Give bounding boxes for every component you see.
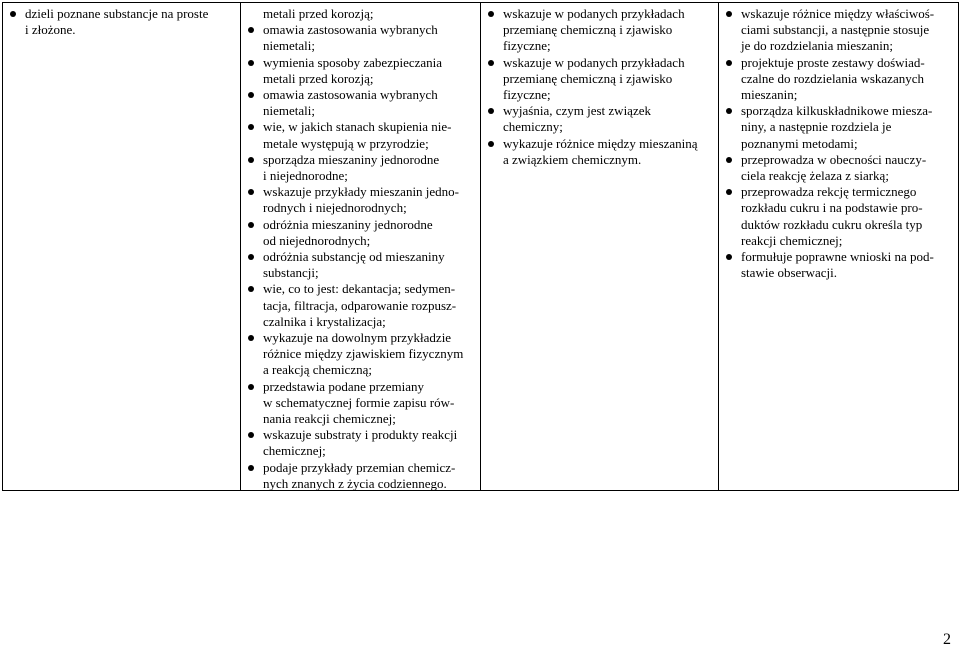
text-line: omawia zastosowania wybranych xyxy=(263,87,438,103)
list-item xyxy=(245,87,478,119)
text-line: wykazuje różnice między mieszaniną xyxy=(503,135,698,151)
text-line: odróżnia mieszaniny jednorodne xyxy=(263,216,433,232)
text-line: chemicznej; xyxy=(263,443,326,459)
list-item xyxy=(485,103,716,135)
text-line: podaje przykłady przemian chemicz- xyxy=(263,459,456,475)
list-item xyxy=(485,136,716,168)
list-item xyxy=(245,427,478,459)
text-line: rozkładu cukru i na podstawie pro- xyxy=(741,200,923,216)
text-line: substancji; xyxy=(263,265,319,281)
text-line: wymienia sposoby zabezpieczania xyxy=(263,54,443,70)
text-line: różnice między zjawiskiem fizycznym xyxy=(263,346,464,362)
text-line: przedstawia podane przemiany xyxy=(263,378,424,394)
list-item xyxy=(723,249,956,281)
text-line: rodnych i niejednorodnych; xyxy=(263,200,407,216)
text-line: metali przed korozją; xyxy=(263,70,374,86)
text-line: przemianę chemiczną i zjawisko xyxy=(503,70,673,86)
text-line: chemiczny; xyxy=(503,119,563,135)
text-line: metali przed korozją; xyxy=(263,6,374,21)
list-item xyxy=(485,6,716,55)
list-item xyxy=(245,152,478,184)
list-item xyxy=(245,281,478,330)
text-line: ciami substancji, a następnie stosuje xyxy=(741,22,930,38)
list-item xyxy=(245,184,478,216)
bullet-list xyxy=(245,22,478,491)
text-line: niny, a następnie rozdziela je xyxy=(741,119,892,135)
list-item xyxy=(723,6,956,55)
column-1 xyxy=(3,3,241,491)
text-line: wykazuje na dowolnym przykładzie xyxy=(263,330,452,346)
list-item xyxy=(245,330,478,379)
list-item xyxy=(723,184,956,249)
text-line: duktów rozkładu cukru określa typ xyxy=(741,216,923,232)
text-line: niemetali; xyxy=(263,103,315,119)
text-line: je do rozdzielania mieszanin; xyxy=(741,38,893,54)
column-2 xyxy=(241,3,481,491)
text-line: stawie obserwacji. xyxy=(741,265,838,281)
list-item xyxy=(7,6,238,38)
list-item xyxy=(245,249,478,281)
text-line: odróżnia substancję od mieszaniny xyxy=(263,249,445,265)
text-line: niemetali; xyxy=(263,38,315,54)
column-3 xyxy=(481,3,719,491)
text-line: fizyczne; xyxy=(503,87,551,103)
page-number: 2 xyxy=(943,631,951,648)
bullet-list xyxy=(7,6,238,38)
text-line: ciela reakcję żelaza z siarką; xyxy=(741,168,889,184)
text-line: przemianę chemiczną i zjawisko xyxy=(503,22,673,38)
text-line: wskazuje różnice między właściwoś- xyxy=(741,6,935,21)
text-line: tacja, filtracja, odparowanie rozpusz- xyxy=(263,297,457,313)
text-line: przeprowadza rekcję termicznego xyxy=(741,184,917,200)
text-line: wie, co to jest: dekantacja; sedymen- xyxy=(263,281,456,297)
text-line: czalne do rozdzielania wskazanych xyxy=(741,70,924,86)
text-line: wie, w jakich stanach skupienia nie- xyxy=(263,119,452,135)
list-item xyxy=(723,103,956,152)
list-item xyxy=(245,460,478,491)
text-line: mieszanin; xyxy=(741,87,798,103)
text-line: sporządza mieszaniny jednorodne xyxy=(263,151,440,167)
text-line: czalnika i krystalizacja; xyxy=(263,313,386,329)
text-line: i złożone. xyxy=(25,22,76,38)
text-line: formułuje poprawne wnioski na pod- xyxy=(741,249,934,265)
text-line: od niejednorodnych; xyxy=(263,232,371,248)
text-line: projektuje proste zestawy doświad- xyxy=(741,54,925,70)
text-line: dzieli poznane substancje na proste xyxy=(25,6,209,21)
text-line: wskazuje substraty i produkty reakcji xyxy=(263,427,458,443)
text-line: nania reakcji chemicznej; xyxy=(263,411,396,427)
text-line: a związkiem chemicznym. xyxy=(503,151,642,167)
list-item xyxy=(723,152,956,184)
list-item xyxy=(245,379,478,428)
list-item xyxy=(723,55,956,104)
text-line: i niejednorodne; xyxy=(263,168,348,184)
text-line: metale występują w przyrodzie; xyxy=(263,135,429,151)
list-item xyxy=(245,55,478,87)
column-4 xyxy=(719,3,959,491)
bullet-list xyxy=(485,6,716,168)
list-item xyxy=(245,217,478,249)
text-line: poznanymi metodami; xyxy=(741,135,858,151)
text-line: a reakcją chemiczną; xyxy=(263,362,372,378)
list-item xyxy=(245,22,478,54)
requirements-table xyxy=(2,2,959,491)
text-line: wskazuje przykłady mieszanin jedno- xyxy=(263,184,460,200)
text-line: przeprowadza w obecności nauczy- xyxy=(741,151,927,167)
text-line: wskazuje w podanych przykładach xyxy=(503,6,685,21)
text-line: wyjaśnia, czym jest związek xyxy=(503,103,651,119)
text-line: sporządza kilkuskładnikowe miesza- xyxy=(741,103,933,119)
text-line: omawia zastosowania wybranych xyxy=(263,22,438,38)
text-line: reakcji chemicznej; xyxy=(741,232,843,248)
list-item xyxy=(485,55,716,104)
text-line: w schematycznej formie zapisu rów- xyxy=(263,394,455,410)
list-item xyxy=(245,119,478,151)
text-line: wskazuje w podanych przykładach xyxy=(503,54,685,70)
continued-text xyxy=(245,6,478,22)
text-line: nych znanych z życia codziennego. xyxy=(263,475,447,491)
bullet-list xyxy=(723,6,956,281)
text-line: fizyczne; xyxy=(503,38,551,54)
